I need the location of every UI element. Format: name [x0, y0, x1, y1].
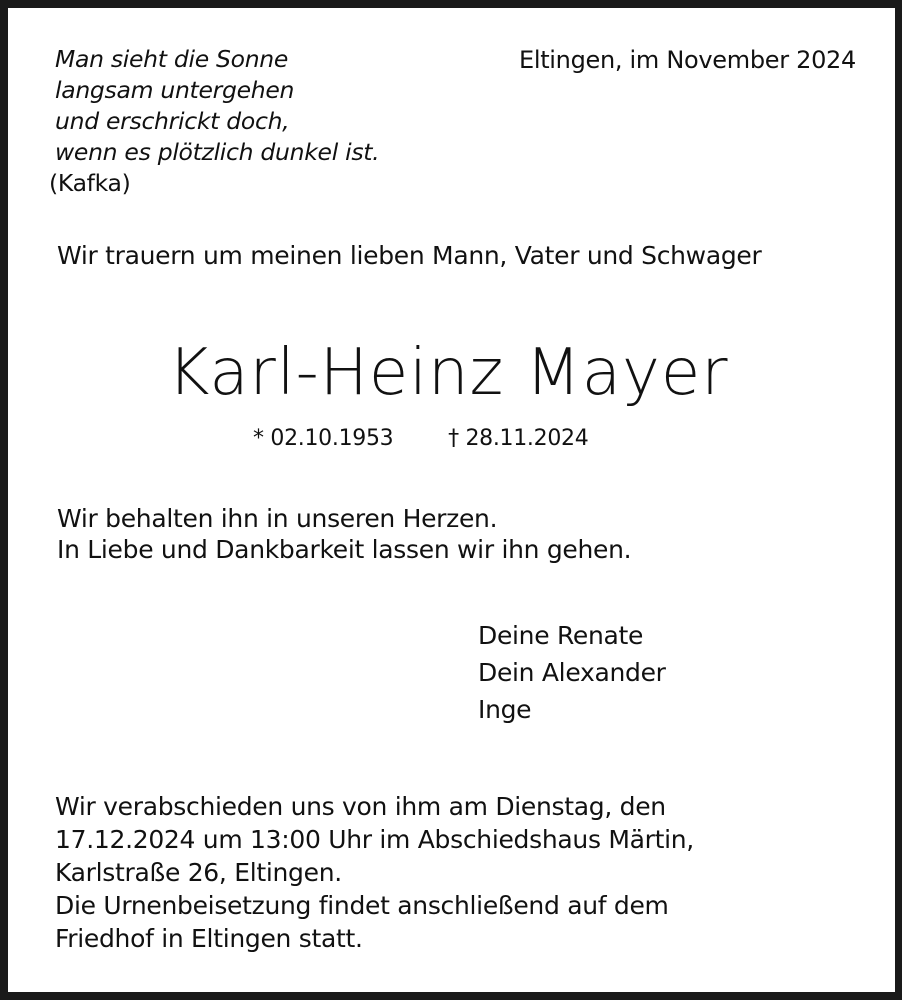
- funeral-line: 17.12.2024 um 13:00 Uhr im Abschiedshaus Märtin,: [55, 825, 694, 854]
- quote-line: Man sieht die Sonne: [55, 45, 289, 73]
- funeral-details: [55, 790, 694, 955]
- deceased-name: Karl-Heinz Mayer: [167, 336, 729, 410]
- signer: Dein Alexander: [478, 658, 666, 687]
- funeral-line: Karlstraße 26, Eltingen.: [55, 858, 342, 887]
- funeral-line: Wir verabschieden uns von ihm am Dienstag, den: [55, 792, 666, 821]
- funeral-line: Friedhof in Eltingen statt.: [55, 924, 363, 953]
- message-line: Wir behalten ihn in unseren Herzen.: [57, 504, 498, 533]
- signers: [478, 617, 666, 728]
- place-date: Eltingen, im November 2024: [518, 46, 856, 74]
- death-date: † 28.11.2024: [448, 426, 589, 451]
- quote-line: wenn es plötzlich dunkel ist.: [55, 138, 380, 166]
- kafka-quote: [49, 44, 380, 199]
- memorial-message: [57, 503, 631, 565]
- intro-text: Wir trauern um meinen lieben Mann, Vater und Schwager: [57, 241, 762, 270]
- funeral-line: Die Urnenbeisetzung findet anschließend auf dem: [55, 891, 669, 920]
- birth-date: * 02.10.1953: [253, 426, 394, 451]
- quote-line: langsam untergehen: [55, 76, 295, 104]
- quote-line: und erschrickt doch,: [55, 107, 290, 135]
- life-dates: [253, 426, 588, 451]
- signer: Inge: [478, 695, 532, 724]
- message-line: In Liebe und Dankbarkeit lassen wir ihn gehen.: [57, 535, 632, 564]
- quote-author: (Kafka): [49, 169, 131, 197]
- signer: Deine Renate: [478, 621, 644, 650]
